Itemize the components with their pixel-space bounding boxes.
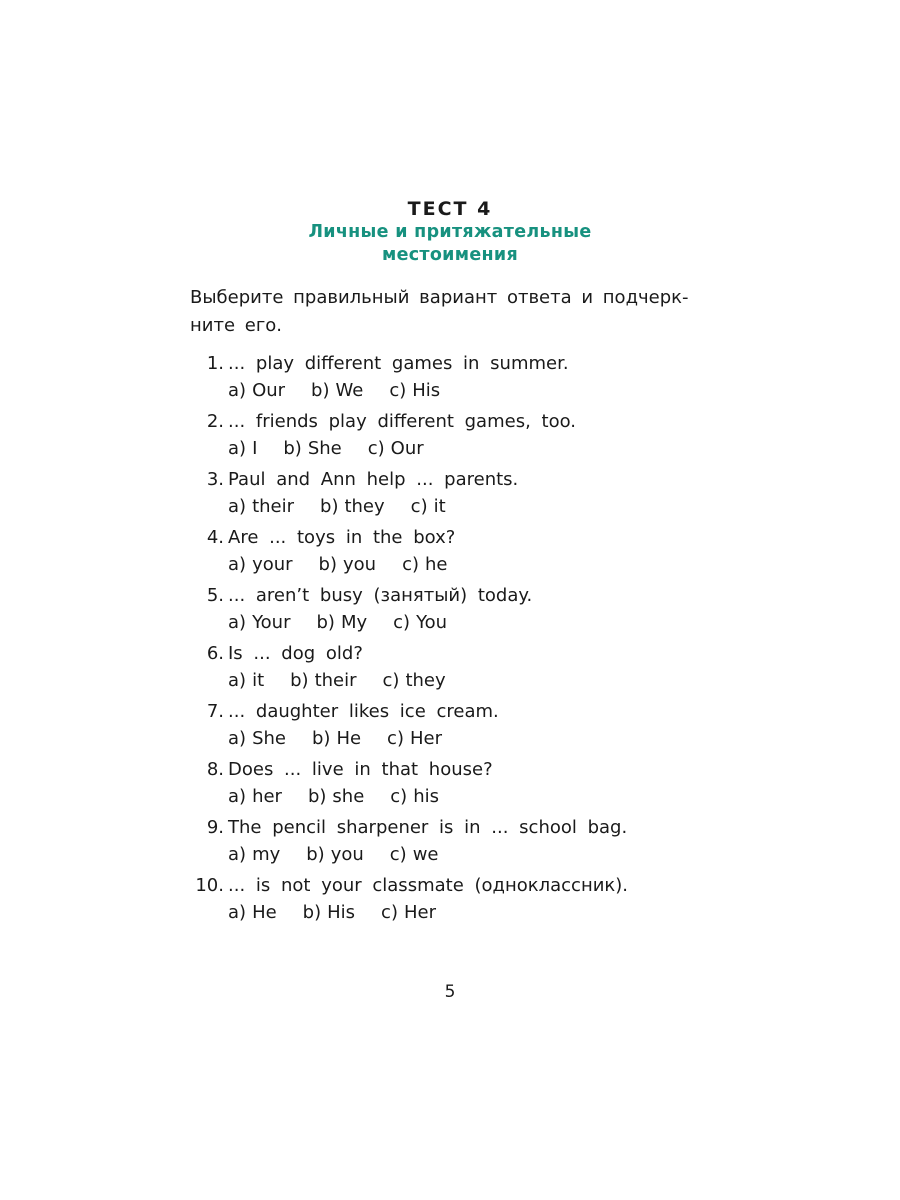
answer-option[interactable] bbox=[228, 667, 264, 695]
option-letter: a) bbox=[228, 438, 247, 459]
answer-option[interactable] bbox=[228, 725, 286, 753]
question-text: ... is not your classmate (одноклассник). bbox=[228, 875, 629, 896]
option-text: We bbox=[335, 380, 364, 401]
option-text: Our bbox=[390, 438, 424, 459]
option-text: She bbox=[307, 438, 342, 459]
answer-options bbox=[228, 551, 473, 579]
option-text: He bbox=[252, 902, 277, 923]
topic-heading bbox=[0, 221, 900, 267]
answer-option[interactable] bbox=[402, 551, 447, 579]
answer-options bbox=[228, 841, 465, 869]
question-item bbox=[190, 524, 750, 582]
option-text: you bbox=[343, 554, 377, 575]
answer-options bbox=[228, 667, 472, 695]
question-number: 6. bbox=[206, 643, 224, 664]
answer-options bbox=[228, 783, 465, 811]
instruction-text bbox=[190, 284, 730, 340]
question-text: Are ... toys in the box? bbox=[228, 527, 456, 548]
option-letter: a) bbox=[228, 902, 247, 923]
option-text: My bbox=[340, 612, 368, 633]
answer-options bbox=[228, 435, 450, 463]
answer-options bbox=[228, 493, 472, 521]
answer-option[interactable] bbox=[283, 435, 341, 463]
option-text: your bbox=[252, 554, 293, 575]
answer-option[interactable] bbox=[393, 609, 447, 637]
question-text: The pencil sharpener is in ... school bag. bbox=[228, 817, 628, 838]
question-text: Does ... live in that house? bbox=[228, 759, 493, 780]
option-text: her bbox=[252, 786, 282, 807]
option-letter: c) bbox=[393, 612, 411, 633]
option-letter: a) bbox=[228, 496, 247, 517]
option-text: it bbox=[433, 496, 446, 517]
option-text: you bbox=[330, 844, 364, 865]
option-letter: c) bbox=[389, 844, 407, 865]
question-item bbox=[190, 756, 750, 814]
answer-option[interactable] bbox=[383, 667, 446, 695]
question-number: 2. bbox=[206, 411, 224, 432]
question-text: Paul and Ann help ... parents. bbox=[228, 469, 519, 490]
option-letter: a) bbox=[228, 612, 247, 633]
page-number: 5 bbox=[444, 982, 456, 1002]
option-text: it bbox=[252, 670, 265, 691]
instruction-line-1: Выберите правильный вариант ответа и подчерк- bbox=[190, 287, 689, 308]
option-letter: c) bbox=[387, 728, 404, 749]
answer-option[interactable] bbox=[320, 493, 385, 521]
option-text: their bbox=[252, 496, 295, 517]
answer-option[interactable] bbox=[228, 551, 293, 579]
option-letter: c) bbox=[402, 554, 419, 575]
answer-option[interactable] bbox=[228, 609, 291, 637]
option-letter: b) bbox=[320, 496, 339, 517]
answer-option[interactable] bbox=[228, 377, 285, 405]
option-letter: c) bbox=[390, 786, 408, 807]
instruction-line-2: ните его. bbox=[190, 315, 283, 336]
answer-option[interactable] bbox=[290, 667, 356, 695]
answer-option[interactable] bbox=[228, 783, 282, 811]
question-text: ... play different games in summer. bbox=[228, 353, 569, 374]
answer-option[interactable] bbox=[387, 725, 442, 753]
test-title: ТЕСТ 4 bbox=[407, 198, 493, 220]
option-text: Her bbox=[409, 728, 442, 749]
answer-option[interactable] bbox=[228, 435, 257, 463]
question-number: 1. bbox=[206, 353, 224, 374]
answer-option[interactable] bbox=[308, 783, 364, 811]
question-item bbox=[190, 582, 750, 640]
option-letter: b) bbox=[283, 438, 302, 459]
question-number: 4. bbox=[206, 527, 224, 548]
answer-option[interactable] bbox=[228, 841, 280, 869]
question-number: 7. bbox=[206, 701, 224, 722]
topic-line-1: Личные и притяжательные bbox=[308, 222, 592, 242]
question-item bbox=[190, 814, 750, 872]
option-letter: a) bbox=[228, 380, 247, 401]
option-letter: a) bbox=[228, 844, 247, 865]
answer-option[interactable] bbox=[312, 725, 361, 753]
option-letter: b) bbox=[318, 554, 337, 575]
answer-option[interactable] bbox=[319, 551, 377, 579]
option-letter: c) bbox=[382, 670, 400, 691]
option-text: they bbox=[405, 670, 446, 691]
answer-option[interactable] bbox=[228, 899, 277, 927]
option-letter: c) bbox=[410, 496, 428, 517]
question-item bbox=[190, 698, 750, 756]
answer-options bbox=[228, 609, 473, 637]
option-text: their bbox=[314, 670, 357, 691]
option-letter: a) bbox=[228, 670, 247, 691]
question-item bbox=[190, 408, 750, 466]
question-list bbox=[190, 350, 750, 930]
option-letter: c) bbox=[381, 902, 398, 923]
answer-options bbox=[228, 725, 468, 753]
answer-option[interactable] bbox=[390, 783, 439, 811]
question-item bbox=[190, 350, 750, 408]
option-text: She bbox=[252, 728, 286, 749]
question-item bbox=[190, 872, 750, 930]
answer-option[interactable] bbox=[303, 899, 355, 927]
question-number: 10. bbox=[195, 875, 224, 896]
question-number: 9. bbox=[206, 817, 224, 838]
answer-option[interactable] bbox=[311, 377, 363, 405]
option-text: his bbox=[413, 786, 439, 807]
option-letter: b) bbox=[311, 728, 331, 749]
answer-option[interactable] bbox=[411, 493, 446, 521]
topic-line-2: местоимения bbox=[381, 245, 519, 265]
question-text: ... friends play different games, too. bbox=[228, 411, 577, 432]
option-text: he bbox=[425, 554, 448, 575]
answer-options bbox=[228, 899, 462, 927]
option-letter: c) bbox=[367, 438, 385, 459]
option-letter: a) bbox=[228, 728, 247, 749]
answer-option[interactable] bbox=[390, 841, 439, 869]
question-number: 5. bbox=[206, 585, 224, 606]
option-text: Her bbox=[403, 902, 436, 923]
answer-option[interactable] bbox=[389, 377, 440, 405]
option-text: I bbox=[252, 438, 258, 459]
option-text: they bbox=[344, 496, 385, 517]
answer-option[interactable] bbox=[368, 435, 424, 463]
question-number: 3. bbox=[206, 469, 224, 490]
question-text: ... daughter likes ice cream. bbox=[228, 701, 499, 722]
option-text: she bbox=[332, 786, 365, 807]
option-text: we bbox=[412, 844, 439, 865]
option-text: my bbox=[252, 844, 281, 865]
option-letter: b) bbox=[302, 902, 322, 923]
option-letter: b) bbox=[316, 612, 335, 633]
option-letter: a) bbox=[228, 786, 247, 807]
option-letter: b) bbox=[311, 380, 330, 401]
option-letter: b) bbox=[307, 786, 327, 807]
answer-option[interactable] bbox=[306, 841, 364, 869]
question-item bbox=[190, 466, 750, 524]
question-text: ... aren’t busy (занятый) today. bbox=[228, 585, 533, 606]
option-letter: c) bbox=[389, 380, 407, 401]
answer-option[interactable] bbox=[381, 899, 436, 927]
option-text: His bbox=[412, 380, 441, 401]
answer-option[interactable] bbox=[317, 609, 368, 637]
option-text: Your bbox=[252, 612, 291, 633]
option-text: His bbox=[327, 902, 356, 923]
answer-options bbox=[228, 377, 466, 405]
answer-option[interactable] bbox=[228, 493, 294, 521]
option-text: Our bbox=[252, 380, 286, 401]
question-text: Is ... dog old? bbox=[228, 643, 363, 664]
option-text: He bbox=[336, 728, 362, 749]
option-letter: a) bbox=[228, 554, 247, 575]
option-letter: b) bbox=[306, 844, 325, 865]
option-text: You bbox=[416, 612, 448, 633]
question-item bbox=[190, 640, 750, 698]
option-letter: b) bbox=[290, 670, 309, 691]
question-number: 8. bbox=[206, 759, 224, 780]
